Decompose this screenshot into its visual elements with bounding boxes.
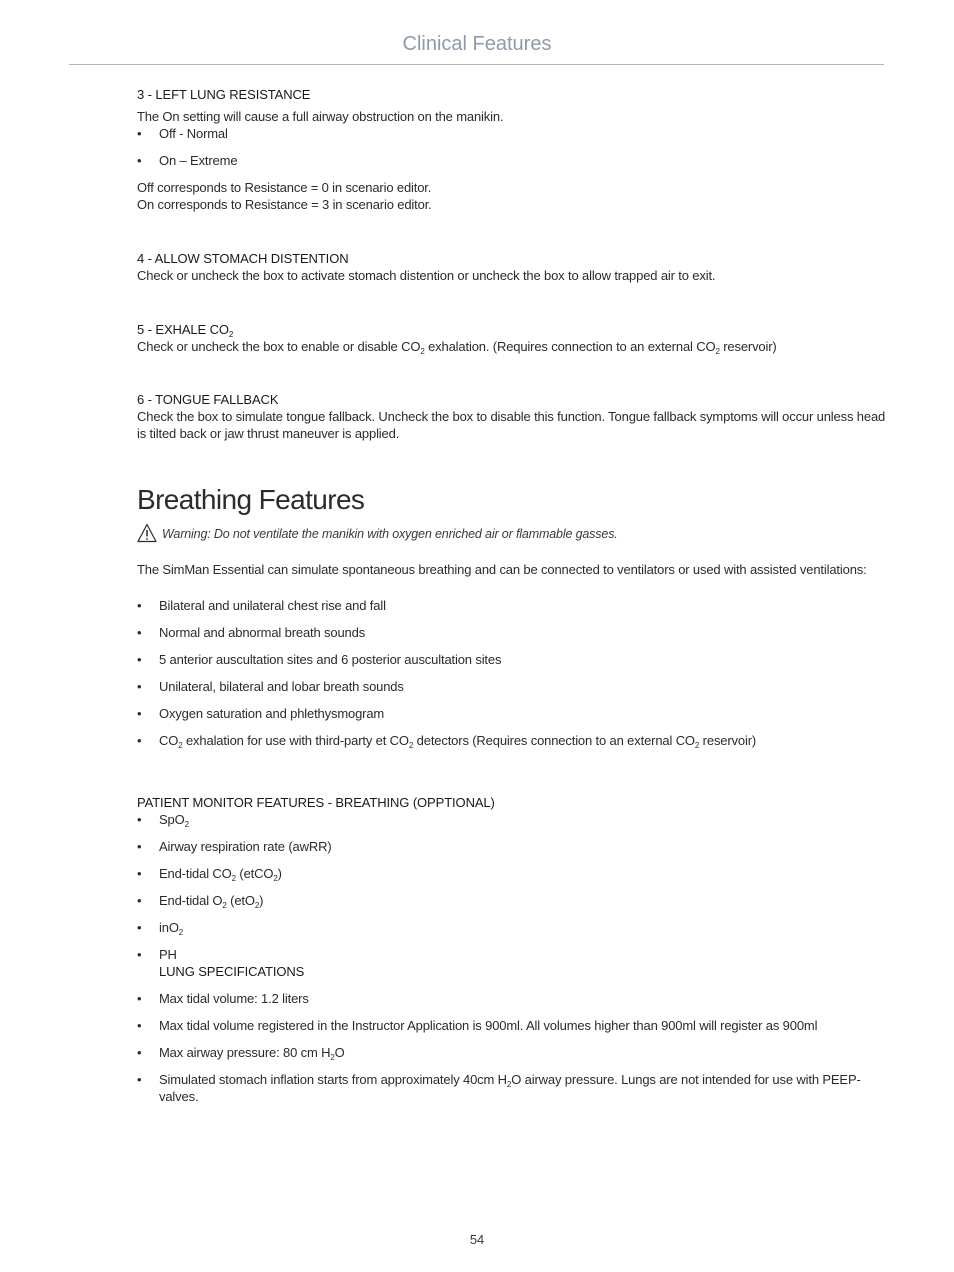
section-heading: 5 - EXHALE $CO_2$ (137, 322, 234, 339)
section-text: Check the box to simulate tongue fallback. Uncheck the box to disable this function. Tongue fallback symptoms will occur unless head is tilted back or jaw thrust maneuver is applied. (137, 409, 886, 441)
list-item: • Bilateral and unilateral chest rise and fall (137, 597, 887, 614)
section-heading: 3 - LEFT LUNG RESISTANCE (137, 87, 311, 102)
section-exhale-co2 (137, 321, 887, 355)
header-divider (69, 64, 884, 65)
section-heading: 4 - ALLOW STOMACH DISTENTION (137, 251, 349, 266)
list-item: • Max tidal volume registered in the Instructor Application is 900ml. All volumes higher than 900ml will register as 900ml (137, 1017, 887, 1034)
list-item: • PH (137, 946, 887, 963)
running-header: Clinical Features (402, 33, 552, 55)
list-item: • End-tidal $CO_2$ (etCO$_2$) (137, 865, 887, 882)
list-item: • End-tidal $O_2$ (etO$_2$) (137, 892, 887, 909)
warning-icon (137, 523, 157, 543)
section-text: Check or uncheck the box to enable or disable $CO_2$ exhalation. (Requires connection to an external $CO_2$ reservoir) (137, 339, 777, 356)
section-intro: The SimMan Essential can simulate spontaneous breathing and can be connected to ventilators or used with assisted ventilations: (137, 562, 867, 577)
section-tongue-fallback (137, 391, 887, 442)
section-patient-monitor (137, 794, 887, 963)
list-item: • $CO_2$ exhalation for use with third-party et $CO_2$ detectors (Requires connection to an external $CO_2$ reservoir) (137, 732, 887, 749)
section-heading: LUNG SPECIFICATIONS (159, 964, 305, 979)
section-note: On corresponds to Resistance = 3 in scenario editor. (137, 197, 432, 212)
list-item: • SpO$_2$ (137, 811, 887, 828)
section-heading: 6 - TONGUE FALLBACK (137, 392, 279, 407)
section-heading: PATIENT MONITOR FEATURES - BREATHING (OPPTIONAL) (137, 795, 495, 810)
list-item: • Normal and abnormal breath sounds (137, 624, 887, 641)
list-item: • Oxygen saturation and phlethysmogram (137, 705, 887, 722)
page-number: 54 (469, 1232, 485, 1247)
list-item: • Airway respiration rate (awRR) (137, 838, 887, 855)
section-text: Check or uncheck the box to activate stomach distention or uncheck the box to allow trapped air to exit. (137, 268, 716, 283)
section-note: Off corresponds to Resistance = 0 in scenario editor. (137, 180, 432, 195)
list-item: • Unilateral, bilateral and lobar breath sounds (137, 678, 887, 695)
section-breathing-features (137, 483, 887, 759)
list-item: • Off - Normal (137, 125, 887, 142)
list-item: • On – Extreme (137, 152, 887, 169)
section-left-lung-resistance (137, 86, 887, 213)
list-item: • Max airway pressure: 80 cm $H_2O$ (137, 1044, 887, 1061)
list-item: • Simulated stomach inflation starts from approximately 40cm $H_2O$ airway pressure. Lungs are not intended for use with PEEP-valves. (137, 1071, 887, 1105)
section-lung-specifications (137, 963, 887, 1115)
warning-notice (137, 526, 887, 543)
section-title: Breathing Features (137, 484, 365, 515)
section-intro: The On setting will cause a full airway obstruction on the manikin. (137, 109, 504, 124)
section-stomach-distention (137, 250, 887, 284)
list-item: • inO$_2$ (137, 919, 887, 936)
warning-text: Warning: Do not ventilate the manikin with oxygen enriched air or flammable gasses. (162, 527, 618, 541)
list-item: • Max tidal volume: 1.2 liters (137, 990, 887, 1007)
list-item: • 5 anterior auscultation sites and 6 posterior auscultation sites (137, 651, 887, 668)
